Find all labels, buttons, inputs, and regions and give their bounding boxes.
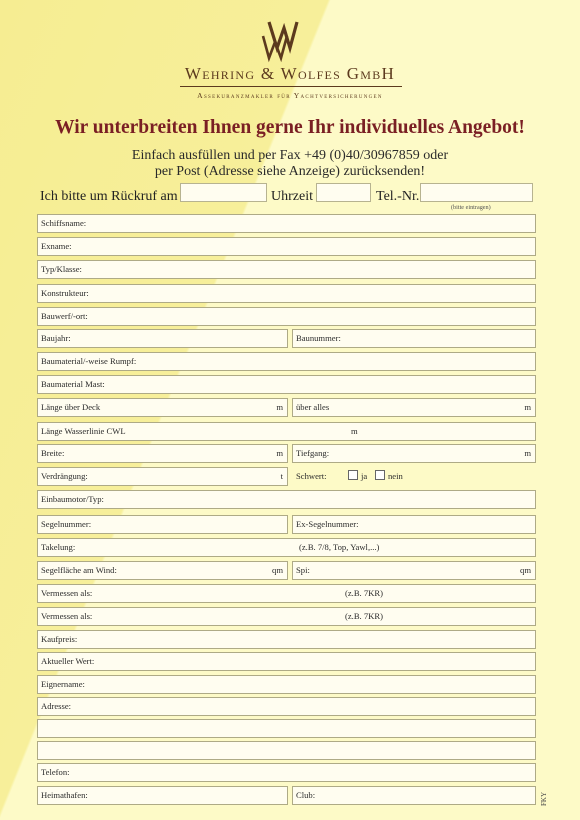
laenge-cwl-label: Länge Wasserlinie CWL	[41, 426, 126, 436]
vermessen-2-field[interactable]	[37, 607, 536, 626]
laenge-deck-label: Länge über Deck	[41, 402, 101, 412]
adresse-line-2-field[interactable]	[37, 719, 536, 738]
club-label: Club:	[296, 790, 316, 800]
baumaterial-rumpf-label: Baumaterial/-weise Rumpf:	[41, 356, 137, 366]
callback-date-label: Ich bitte um Rückruf am	[40, 189, 178, 204]
takelung-field[interactable]	[37, 538, 536, 557]
konstrukteur-field[interactable]	[37, 284, 536, 303]
segelnummer-label: Segelnummer:	[41, 519, 92, 529]
adresse-label: Adresse:	[41, 701, 72, 711]
segelflaeche-label: Segelfläche am Wind:	[41, 565, 117, 575]
telefon-field[interactable]	[37, 763, 536, 782]
callback-phone-note: (bitte eintragen)	[451, 204, 491, 211]
spi-field[interactable]	[292, 561, 536, 580]
spi-unit: qm	[520, 565, 531, 575]
schwert-ja-checkbox[interactable]	[348, 470, 358, 480]
baujahr-label: Baujahr:	[41, 333, 71, 343]
konstrukteur-label: Konstrukteur:	[41, 288, 89, 298]
typ-klasse-label: Typ/Klasse:	[41, 264, 82, 274]
breite-field[interactable]	[37, 444, 288, 463]
club-field[interactable]	[292, 786, 536, 805]
eignername-label: Eignername:	[41, 679, 85, 689]
baumaterial-mast-label: Baumaterial Mast:	[41, 379, 105, 389]
spi-label: Spi:	[296, 565, 310, 575]
einbaumotor-label: Einbaumotor/Typ:	[41, 494, 104, 504]
baunummer-field[interactable]	[292, 329, 536, 348]
verdraengung-field[interactable]	[37, 467, 288, 486]
ueber-alles-field[interactable]	[292, 398, 536, 417]
tiefgang-label: Tiefgang:	[296, 448, 330, 458]
vermessen-1-field[interactable]	[37, 584, 536, 603]
page-headline: Wir unterbreiten Ihnen gerne Ihr individuelles Angebot!	[55, 117, 525, 138]
typ-klasse-field[interactable]	[37, 260, 536, 279]
eignername-field[interactable]	[37, 675, 536, 694]
einbaumotor-field[interactable]	[37, 490, 536, 509]
company-underline	[180, 86, 402, 87]
laenge-deck-field[interactable]	[37, 398, 288, 417]
schwert-label: Schwert:	[296, 471, 327, 481]
callback-phone-input[interactable]	[420, 183, 533, 202]
aktueller-wert-label: Aktueller Wert:	[41, 656, 95, 666]
instruction-line-2: per Post (Adresse siehe Anzeige) zurücksenden!	[154, 164, 426, 179]
heimathafen-field[interactable]	[37, 786, 288, 805]
kaufpreis-label: Kaufpreis:	[41, 634, 78, 644]
laenge-deck-unit: m	[276, 402, 283, 412]
exname-label: Exname:	[41, 241, 72, 251]
takelung-label: Takelung:	[41, 542, 76, 552]
bauwerft-label: Bauwerf/-ort:	[41, 311, 88, 321]
company-name: Wehring & Wolfes GmbH	[184, 64, 396, 83]
takelung-hint: (z.B. 7/8, Top, Yawl,...)	[299, 542, 380, 552]
exname-field[interactable]	[37, 237, 536, 256]
ww-monogram-logo	[257, 18, 307, 64]
side-code: FKY	[540, 791, 548, 806]
schwert-ja-option[interactable]	[348, 468, 367, 485]
baumaterial-rumpf-field[interactable]	[37, 352, 536, 371]
kaufpreis-field[interactable]	[37, 630, 536, 649]
instruction-line-1: Einfach ausfüllen und per Fax +49 (0)40/30967859 oder	[131, 148, 449, 163]
callback-date-input[interactable]	[180, 183, 267, 202]
callback-phone-label: Tel.-Nr.	[376, 189, 420, 204]
schwert-field	[292, 467, 536, 486]
baumaterial-mast-field[interactable]	[37, 375, 536, 394]
schwert-ja-label: ja	[361, 471, 368, 481]
vermessen-2-hint: (z.B. 7KR)	[345, 611, 383, 621]
schiffsname-field[interactable]	[37, 214, 536, 233]
verdraengung-label: Verdrängung:	[41, 471, 88, 481]
company-subtitle: Assekuranzmakler für Yachtversicherungen	[197, 91, 383, 100]
segelflaeche-unit: qm	[272, 565, 283, 575]
tiefgang-unit: m	[524, 448, 531, 458]
heimathafen-label: Heimathafen:	[41, 790, 88, 800]
segelflaeche-field[interactable]	[37, 561, 288, 580]
vermessen-1-label: Vermessen als:	[41, 588, 93, 598]
laenge-cwl-field[interactable]	[37, 422, 536, 441]
adresse-field[interactable]	[37, 697, 536, 716]
baunummer-label: Baunummer:	[296, 333, 341, 343]
breite-label: Breite:	[41, 448, 65, 458]
schwert-nein-checkbox[interactable]	[375, 470, 385, 480]
ueber-alles-unit: m	[524, 402, 531, 412]
verdraengung-unit: t	[280, 471, 283, 481]
laenge-cwl-unit: m	[351, 426, 358, 436]
tiefgang-field[interactable]	[292, 444, 536, 463]
baujahr-field[interactable]	[37, 329, 288, 348]
aktueller-wert-field[interactable]	[37, 652, 536, 671]
schwert-nein-option[interactable]	[375, 468, 403, 485]
bauwerft-field[interactable]	[37, 307, 536, 326]
vermessen-2-label: Vermessen als:	[41, 611, 93, 621]
schiffsname-label: Schiffsname:	[41, 218, 87, 228]
vermessen-1-hint: (z.B. 7KR)	[345, 588, 383, 598]
ex-segelnummer-field[interactable]	[292, 515, 536, 534]
ueber-alles-label: über alles	[296, 402, 330, 412]
segelnummer-field[interactable]	[37, 515, 288, 534]
schwert-nein-label: nein	[388, 471, 403, 481]
callback-time-input[interactable]	[316, 183, 371, 202]
adresse-line-3-field[interactable]	[37, 741, 536, 760]
breite-unit: m	[276, 448, 283, 458]
callback-time-label: Uhrzeit	[271, 189, 313, 204]
telefon-label: Telefon:	[41, 767, 70, 777]
ex-segelnummer-label: Ex-Segelnummer:	[296, 519, 359, 529]
